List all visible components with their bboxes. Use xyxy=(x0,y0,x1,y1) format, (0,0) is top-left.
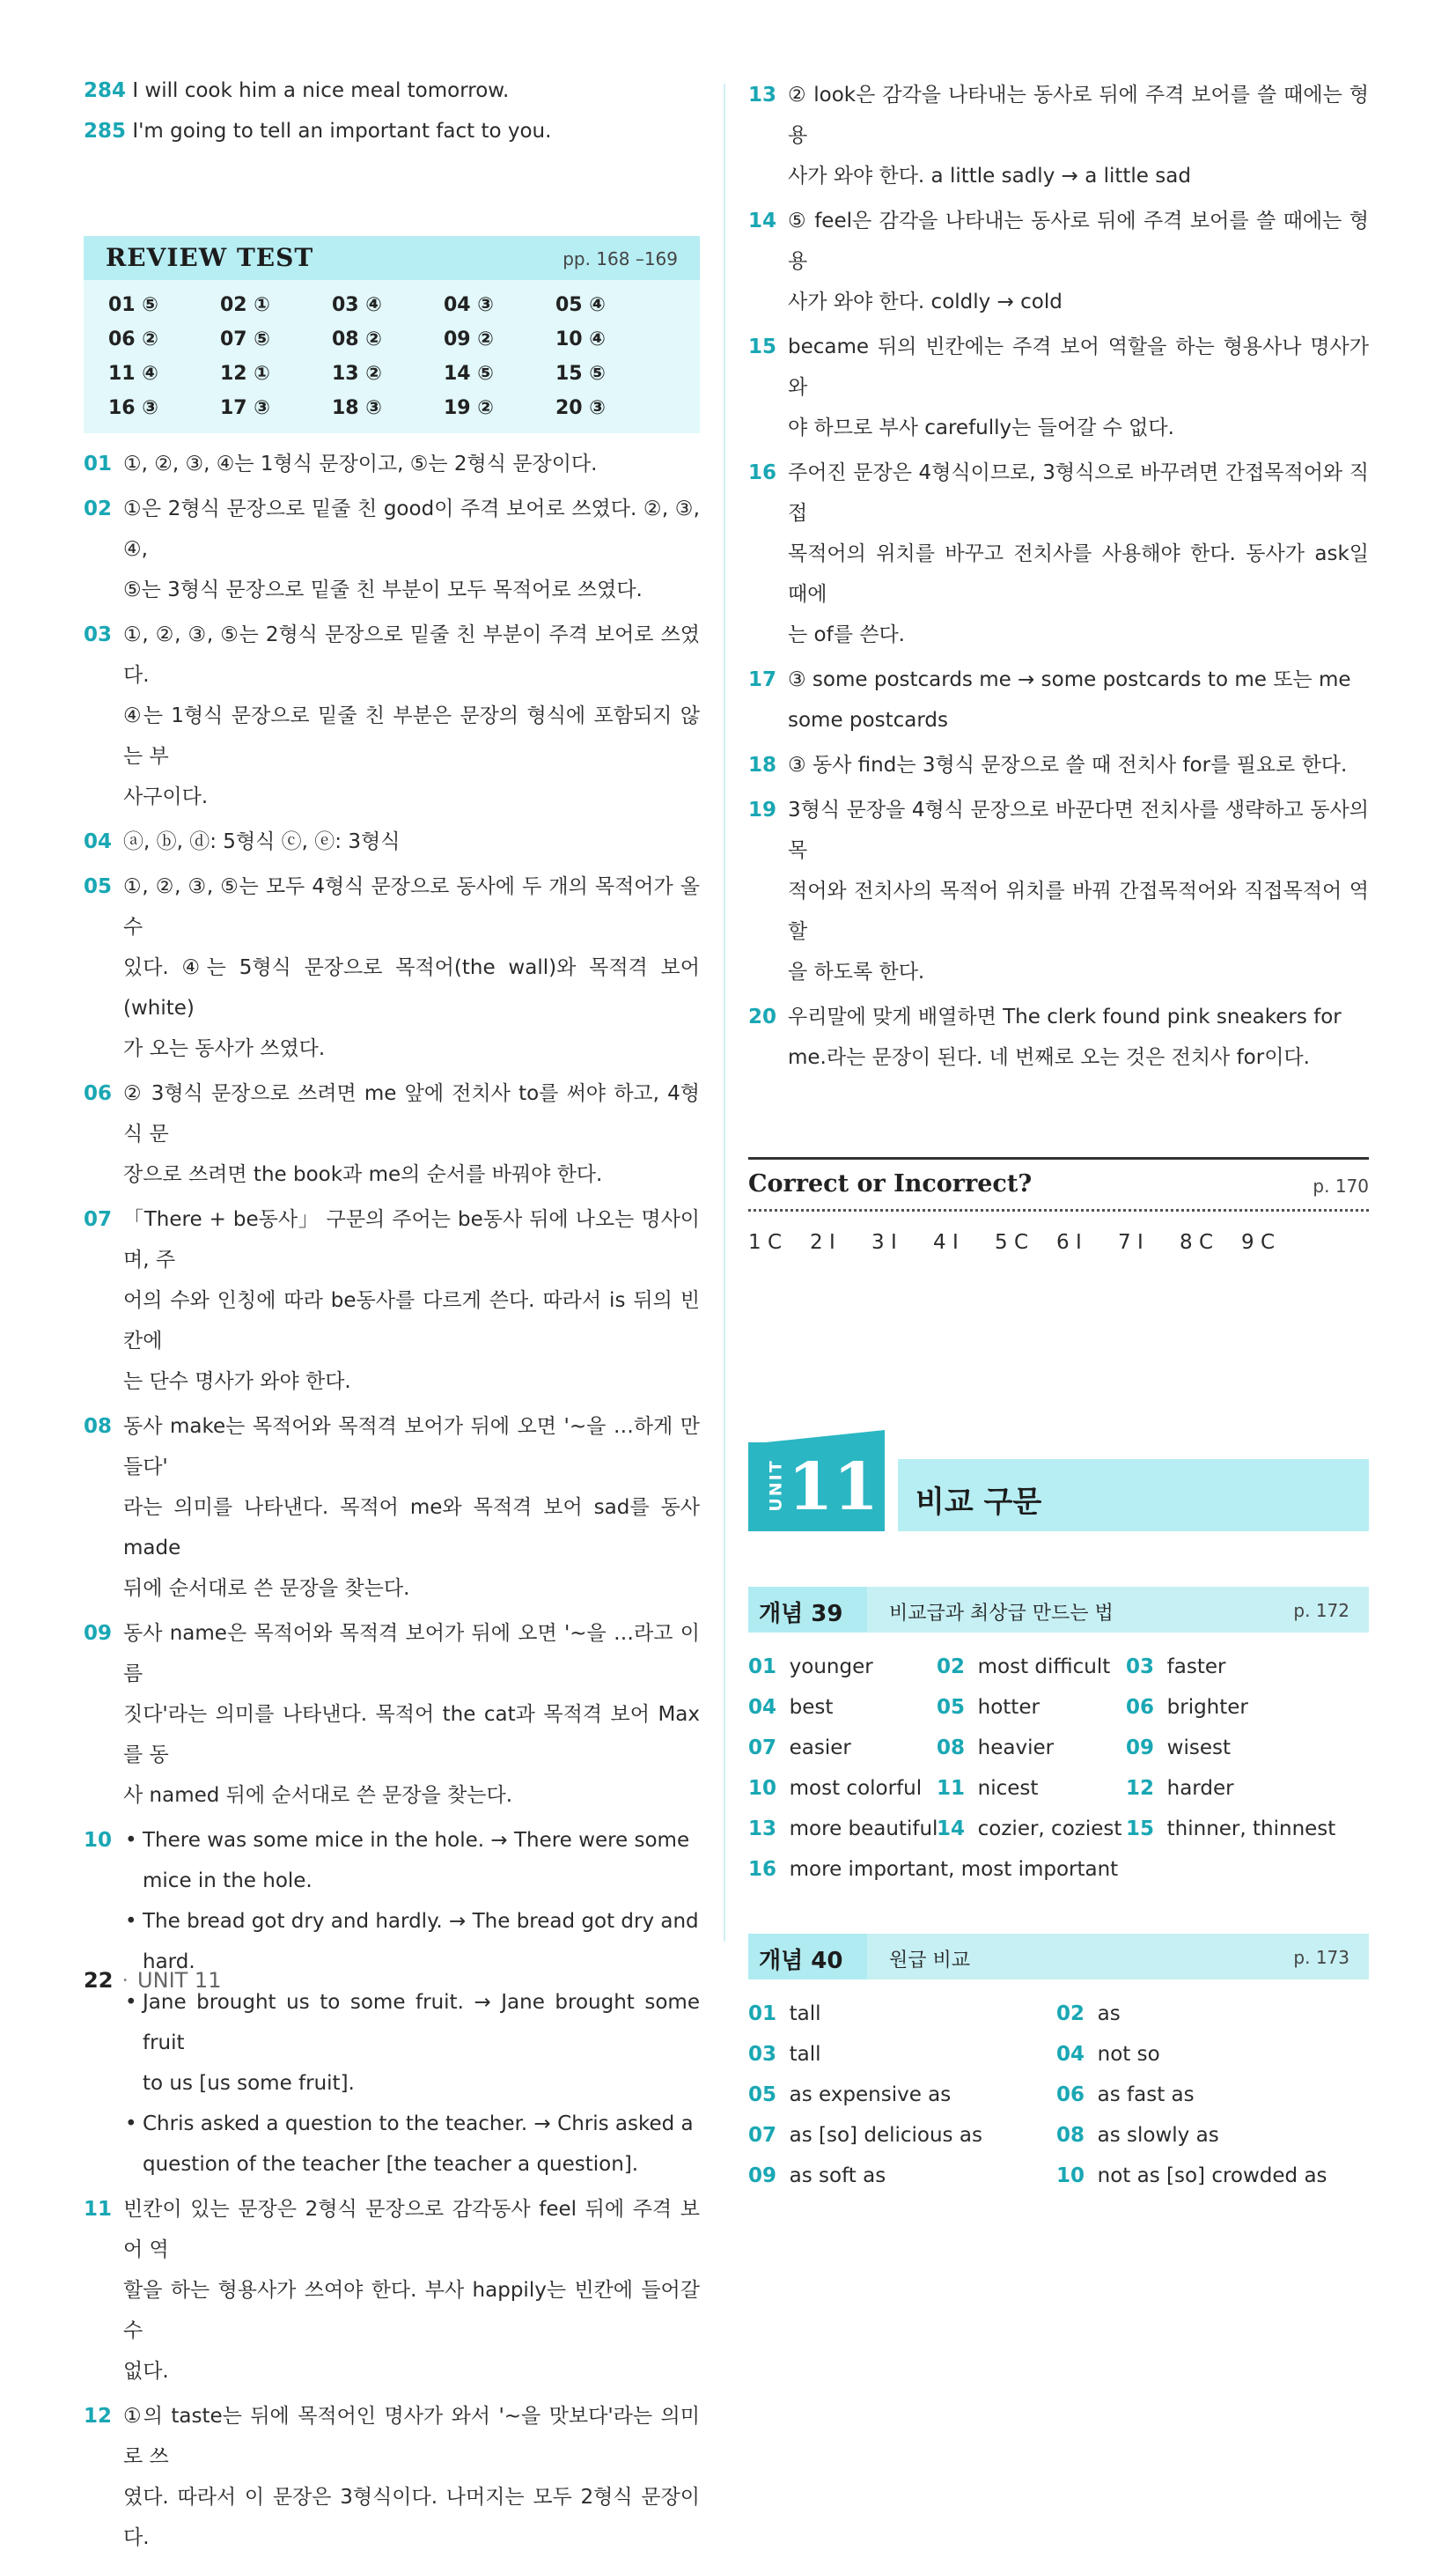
answer-text: most colorful xyxy=(789,1777,923,1800)
answer-item xyxy=(748,1647,937,1687)
explanation-line: 는 of를 쓴다. xyxy=(788,623,905,646)
sentence-line: 284 I will cook him a nice meal tomorrow. xyxy=(84,79,510,102)
explanation-item-17 xyxy=(748,660,1369,741)
review-answer: 10 ④ xyxy=(555,328,606,350)
explanation-line: ①은 2형식 문장으로 밑줄 친 good이 주격 보어로 쓰였다. ②, ③, ④, xyxy=(123,498,700,561)
answer-text: most difficult xyxy=(977,1655,1111,1678)
explanation-line: ③ some postcards me → some postcards to me 또는 me xyxy=(788,668,1351,691)
answer-text: nicest xyxy=(977,1777,1039,1800)
item-number: 04 xyxy=(1056,2043,1085,2066)
explanation-line: ①, ②, ③, ④는 1형식 문장이고, ⑤는 2형식 문장이다. xyxy=(123,453,598,475)
item-number: 03 xyxy=(1126,1655,1155,1678)
bullet-line: to us [us some fruit]. xyxy=(143,2072,355,2095)
explanation-item-12 xyxy=(84,2396,700,2558)
item-number: 09 xyxy=(1126,1736,1155,1759)
footer-separator: · xyxy=(121,1968,129,1993)
coi-answer: 7 I xyxy=(1118,1231,1143,1254)
explanation-line: 였다. 따라서 이 문장은 3형식이다. 나머지는 모두 2형식 문장이다. xyxy=(123,2486,700,2549)
item-number: 11 xyxy=(937,1777,966,1800)
unit-number: 11 xyxy=(788,1449,879,1525)
review-answer: 11 ④ xyxy=(108,363,158,385)
explanation-line: 사가 와야 한다. coldly → cold xyxy=(788,291,1063,313)
correct-incorrect-header xyxy=(748,1157,1369,1212)
explanations-list xyxy=(84,444,700,1816)
explanation-line: 을 하도록 한다. xyxy=(788,961,925,984)
explanation-line: 야 하므로 부사 carefully는 들어갈 수 없다. xyxy=(788,417,1174,439)
correct-incorrect-answers xyxy=(748,1231,1369,1254)
review-answer: 12 ① xyxy=(220,363,270,385)
answer-item xyxy=(748,1728,937,1768)
review-answer: 06 ② xyxy=(108,328,158,350)
answer-item xyxy=(937,1647,1126,1687)
review-answer: 02 ① xyxy=(220,294,270,316)
item-number: 03 xyxy=(84,623,113,646)
explanation-line: 동사 name은 목적어와 목적격 보어가 뒤에 오면 '~을 …라고 이름 xyxy=(123,1622,700,1685)
item-number: 15 xyxy=(1126,1817,1155,1840)
answer-item xyxy=(748,1687,937,1728)
review-answer: 13 ② xyxy=(332,363,382,385)
explanation-line: ② look은 감각을 나타내는 동사로 뒤에 주격 보어를 쓸 때에는 형용 xyxy=(788,84,1369,147)
review-answer: 09 ② xyxy=(444,328,494,350)
item-number: 10 xyxy=(1056,2164,1085,2187)
item-number: 19 xyxy=(748,799,777,822)
coi-answer: 9 C xyxy=(1241,1231,1276,1254)
explanation-line: 적어와 전치사의 목적어 위치를 바꿔 간접목적어와 직접목적어 역할 xyxy=(788,880,1369,943)
explanation-item-09 xyxy=(84,1613,700,1816)
answer-item xyxy=(937,1728,1126,1768)
explanation-item-07 xyxy=(84,1199,700,1402)
explanation-line: 3형식 문장을 4형식 문장으로 바꾼다면 전치사를 생략하고 동사의 목 xyxy=(788,799,1369,862)
answer-item xyxy=(1126,1809,1336,1849)
item-number: 03 xyxy=(748,2043,777,2066)
right-column xyxy=(748,70,1369,2196)
explanation-line: 어의 수와 인칭에 따라 be동사를 다르게 쓴다. 따라서 is 뒤의 빈칸에 xyxy=(123,1289,700,1353)
explanation-line: 사가 와야 한다. a little sadly → a little sad xyxy=(788,165,1191,188)
item-number: 14 xyxy=(748,210,777,232)
explanation-item-03 xyxy=(84,615,700,817)
item-number: 01 xyxy=(748,2002,777,2025)
explanation-item-04 xyxy=(84,822,700,862)
answer-item xyxy=(1126,1687,1320,1728)
explanation-line: 장으로 쓰려면 the book과 me의 순서를 바꿔야 한다. xyxy=(123,1163,603,1186)
item-number: 11 xyxy=(84,2198,113,2221)
answer-item xyxy=(748,2075,1056,2115)
explanation-line: 는 단수 명사가 와야 한다. xyxy=(123,1370,351,1393)
coi-answer: 2 I xyxy=(810,1231,835,1254)
item-number: 06 xyxy=(84,1082,113,1105)
item-number: 13 xyxy=(748,84,777,107)
item-number: 16 xyxy=(748,461,777,484)
answer-item xyxy=(937,1768,1126,1809)
bullet-line: question of the teacher [the teacher a question]. xyxy=(143,2153,639,2176)
explanation-item-13 xyxy=(748,75,1369,196)
answer-text: more beautiful xyxy=(789,1817,938,1840)
answer-item: 16 more important, most important xyxy=(748,1858,1119,1881)
review-answer: 20 ③ xyxy=(555,397,606,419)
explanation-line: ⑤는 3형식 문장으로 밑줄 친 부분이 모두 목적어로 쓰였다. xyxy=(123,579,643,601)
review-answer: 01 ⑤ xyxy=(108,294,158,316)
concept-39-page: p. 172 xyxy=(1293,1600,1349,1621)
explanation-line: 목적어의 위치를 바꾸고 전치사를 사용해야 한다. 동사가 ask일 때에 xyxy=(788,542,1369,606)
answer-item xyxy=(1126,1768,1320,1809)
answer-item xyxy=(1056,2156,1364,2196)
concept-39-label: 개념 39 xyxy=(748,1587,867,1633)
item-number: 08 xyxy=(84,1415,113,1438)
answer-text: as fast as xyxy=(1097,2083,1195,2106)
explanation-line: 뒤에 순서대로 쓴 문장을 찾는다. xyxy=(123,1577,410,1600)
correct-incorrect-title: Correct or Incorrect? xyxy=(748,1170,1033,1198)
coi-answer: 4 I xyxy=(933,1231,959,1254)
left-column xyxy=(84,70,700,2558)
explanation-line: 동사 make는 목적어와 목적격 보어가 뒤에 오면 '~을 …하게 만들다' xyxy=(123,1415,700,1478)
concept-39-answers xyxy=(748,1647,1369,1849)
explanations-list-2 xyxy=(84,2189,700,2558)
answer-text: as xyxy=(1097,2002,1121,2025)
answer-text: thinner, thinnest xyxy=(1166,1817,1336,1840)
coi-answer: 3 I xyxy=(871,1231,897,1254)
item-number: 05 xyxy=(84,875,113,898)
bullet-line: mice in the hole. xyxy=(143,1869,313,1892)
item-number: 07 xyxy=(748,1736,777,1759)
review-answer: 17 ③ xyxy=(220,397,270,419)
answer-text: younger xyxy=(789,1655,873,1678)
answer-item xyxy=(1056,2075,1364,2115)
item-number: 17 xyxy=(748,668,777,691)
answer-item xyxy=(1056,2034,1364,2075)
sentence-line: 285 I'm going to tell an important fact to you. xyxy=(84,120,552,143)
review-answer: 16 ③ xyxy=(108,397,158,419)
answer-item xyxy=(937,1809,1126,1849)
explanation-line: 사 named 뒤에 순서대로 쓴 문장을 찾는다. xyxy=(123,1784,513,1807)
answer-text: tall xyxy=(789,2043,821,2066)
review-answer: 05 ④ xyxy=(555,294,606,316)
explanation-item-10: 10 • There was some mice in the hole. → There were some mice in the hole. • The bread got dry and hardly. → The bread got dry and hard. • Jane brought us to some fruit. → Jane brought some fruit to us [us some fruit]. • Chris asked a question to the teacher. → Chris asked a question of the teacher [the teacher a question]. xyxy=(84,1820,700,2185)
item-number: 13 xyxy=(748,1817,777,1840)
answer-text: harder xyxy=(1166,1777,1234,1800)
answer-item xyxy=(1126,1647,1320,1687)
answer-item xyxy=(748,2156,1056,2196)
item-number: 01 xyxy=(84,453,113,475)
concept-40-answers xyxy=(748,1994,1369,2196)
answer-item xyxy=(748,1768,937,1809)
page-number: 22 xyxy=(84,1968,114,1993)
explanation-line: 빈칸이 있는 문장은 2형식 문장으로 감각동사 feel 뒤에 주격 보어 역 xyxy=(123,2198,700,2261)
coi-answer: 5 C xyxy=(995,1231,1029,1254)
answer-item xyxy=(1126,1728,1320,1768)
coi-answer: 8 C xyxy=(1180,1231,1214,1254)
explanation-line: 가 오는 동사가 쓰였다. xyxy=(123,1037,326,1060)
answer-text: heavier xyxy=(977,1736,1055,1759)
item-number: 04 xyxy=(84,830,113,853)
answer-text: easier xyxy=(789,1736,851,1759)
item-number: 02 xyxy=(1056,2002,1085,2025)
item-number: 09 xyxy=(748,2164,777,2187)
item-number: 18 xyxy=(748,754,777,777)
item-number: 01 xyxy=(748,1655,777,1678)
item-number: 15 xyxy=(748,335,777,358)
explanation-line: 짓다'라는 의미를 나타낸다. 목적어 the cat과 목적격 보어 Max를 동 xyxy=(123,1703,700,1766)
concept-40-page: p. 173 xyxy=(1293,1947,1349,1968)
item-number: 07 xyxy=(84,1208,113,1231)
answer-text: hotter xyxy=(977,1696,1040,1719)
explanation-item-05 xyxy=(84,866,700,1069)
item-number: 06 xyxy=(1126,1696,1155,1719)
review-test-pages: pp. 168 –169 xyxy=(563,248,678,269)
right-explanations-list xyxy=(748,75,1369,1078)
explanation-line: me.라는 문장이 된다. 네 번째로 오는 것은 전치사 for이다. xyxy=(788,1046,1310,1069)
explanation-item-18 xyxy=(748,745,1369,785)
answer-text: not so xyxy=(1097,2043,1160,2066)
explanation-line: ①, ②, ③, ⑤는 2형식 문장으로 밑줄 친 부분이 주격 보어로 쓰였다. xyxy=(123,623,700,687)
explanation-line: ⑤ feel은 감각을 나타내는 동사로 뒤에 주격 보어를 쓸 때에는 형용 xyxy=(788,210,1369,273)
item-number: 04 xyxy=(748,1696,777,1719)
item-number: 05 xyxy=(937,1696,966,1719)
answer-text: brighter xyxy=(1166,1696,1248,1719)
unit-word: UNIT xyxy=(766,1459,786,1512)
explanation-line: 사구이다. xyxy=(123,785,209,808)
item-number: 20 xyxy=(748,1006,777,1028)
concept-40-label: 개념 40 xyxy=(748,1934,867,1979)
answer-item xyxy=(937,1687,1126,1728)
review-test-title: REVIEW TEST xyxy=(106,243,314,272)
explanation-item-14 xyxy=(748,201,1369,322)
review-answer: 08 ② xyxy=(332,328,382,350)
bullet-line: • There was some mice in the hole. → There were some xyxy=(143,1829,690,1852)
explanation-line: 주어진 문장은 4형식이므로, 3형식으로 바꾸려면 간접목적어와 직접 xyxy=(788,461,1369,525)
item-number: 12 xyxy=(1126,1777,1155,1800)
explanation-item-01 xyxy=(84,444,700,484)
answer-item xyxy=(1056,1994,1364,2034)
explanation-line: became 뒤의 빈칸에는 주격 보어 역할을 하는 형용사나 명사가 와 xyxy=(788,335,1369,399)
answer-item xyxy=(748,2034,1056,2075)
answer-text: wisest xyxy=(1166,1736,1231,1759)
bullet-line: • The bread got dry and hardly. → The bread got dry and xyxy=(143,1910,699,1933)
explanation-item-16 xyxy=(748,453,1369,655)
explanation-line: 없다. xyxy=(123,2360,169,2383)
coi-answer: 6 I xyxy=(1056,1231,1082,1254)
answer-text: as slowly as xyxy=(1097,2124,1219,2147)
explanation-item-06 xyxy=(84,1073,700,1195)
bullet-item xyxy=(123,2104,700,2185)
answer-text: not as [so] crowded as xyxy=(1097,2164,1327,2187)
answer-item xyxy=(1056,2115,1364,2156)
item-number: 08 xyxy=(1056,2124,1085,2147)
answer-text: best xyxy=(789,1696,834,1719)
column-divider xyxy=(724,84,725,1942)
answer-text: as soft as xyxy=(789,2164,886,2187)
review-test-answers xyxy=(84,280,700,433)
concept-40-header xyxy=(748,1934,1369,1979)
explanation-line: ⓐ, ⓑ, ⓓ: 5형식 ⓒ, ⓔ: 3형식 xyxy=(123,830,401,853)
explanation-line: 「There + be동사」 구문의 주어는 be동사 뒤에 나오는 명사이며, 주 xyxy=(123,1208,700,1272)
item-number: 10 xyxy=(748,1777,777,1800)
correct-incorrect-page: p. 170 xyxy=(1313,1176,1369,1197)
review-answer: 03 ④ xyxy=(332,294,382,316)
answer-text: as [so] delicious as xyxy=(789,2124,982,2147)
explanation-item-02 xyxy=(84,489,700,610)
bullet-line: • Chris asked a question to the teacher. → Chris asked a xyxy=(143,2112,694,2135)
explanation-line: ② 3형식 문장으로 쓰려면 me 앞에 전치사 to를 써야 하고, 4형식 문 xyxy=(123,1082,700,1146)
review-answer: 19 ② xyxy=(444,397,494,419)
answer-text: cozier, coziest xyxy=(977,1817,1122,1840)
explanation-line: ①의 taste는 뒤에 목적어인 명사가 와서 '~을 맛보다'라는 의미로 쓰 xyxy=(123,2405,700,2468)
unit-badge xyxy=(748,1442,885,1531)
item-number: 08 xyxy=(937,1736,966,1759)
explanation-line: ①, ②, ③, ⑤는 모두 4형식 문장으로 동사에 두 개의 목적어가 올 수 xyxy=(123,875,700,939)
explanation-item-15 xyxy=(748,327,1369,448)
review-answer: 07 ⑤ xyxy=(220,328,270,350)
item-number: 02 xyxy=(84,498,113,520)
review-test-header xyxy=(84,236,700,280)
concept-40-title: 원급 비교 xyxy=(889,1950,971,1972)
item-number: 06 xyxy=(1056,2083,1085,2106)
explanation-line: 할을 하는 형용사가 쓰여야 한다. 부사 happily는 빈칸에 들어갈 수 xyxy=(123,2279,700,2342)
answer-text: faster xyxy=(1166,1655,1226,1678)
review-answer: 15 ⑤ xyxy=(555,363,606,385)
explanation-line: ④는 1형식 문장으로 밑줄 친 부분은 문장의 형식에 포함되지 않는 부 xyxy=(123,704,700,768)
answer-item xyxy=(748,2115,1056,2156)
bullet-line: • Jane brought us to some fruit. → Jane brought some fruit xyxy=(143,1991,700,2054)
item-number: 05 xyxy=(748,2083,777,2106)
review-test-box xyxy=(84,236,700,433)
answer-item xyxy=(748,1994,1056,2034)
unit-banner xyxy=(748,1430,1369,1534)
footer-unit: UNIT 11 xyxy=(137,1968,222,1993)
unit-title: 비교 구문 xyxy=(916,1485,1042,1520)
answer-text: tall xyxy=(789,2002,821,2025)
explanation-item-11 xyxy=(84,2189,700,2392)
bullet-line: hard. xyxy=(143,1950,195,1973)
item-number: 02 xyxy=(937,1655,966,1678)
page-footer xyxy=(84,1968,221,1993)
review-answer: 18 ③ xyxy=(332,397,382,419)
review-answer: 14 ⑤ xyxy=(444,363,494,385)
item-number: 12 xyxy=(84,2405,113,2428)
coi-answer: 1 C xyxy=(748,1231,783,1254)
explanation-item-20 xyxy=(748,997,1369,1078)
item-number: 07 xyxy=(748,2124,777,2147)
top-lines xyxy=(84,70,700,151)
explanation-item-19 xyxy=(748,790,1369,992)
concept-39-header xyxy=(748,1587,1369,1633)
explanation-item-08 xyxy=(84,1406,700,1609)
explanation-line: some postcards xyxy=(788,709,948,732)
review-answer: 04 ③ xyxy=(444,294,494,316)
item-number: 14 xyxy=(937,1817,966,1840)
explanation-line: 우리말에 맞게 배열하면 The clerk found pink sneakers for xyxy=(788,1006,1342,1028)
answer-text: as expensive as xyxy=(789,2083,952,2106)
answer-item xyxy=(748,1809,937,1849)
explanation-line: ③ 동사 find는 3형식 문장으로 쓸 때 전치사 for를 필요로 한다. xyxy=(788,754,1348,777)
explanation-line: 있다. ④는 5형식 문장으로 목적어(the wall)와 목적격 보어(white) xyxy=(123,956,700,1020)
bullet-item xyxy=(123,1820,700,1901)
item-number: 09 xyxy=(84,1622,113,1645)
explanation-line: 라는 의미를 나타낸다. 목적어 me와 목적격 보어 sad를 동사 made xyxy=(123,1496,700,1559)
bullet-item xyxy=(123,1982,700,2104)
concept-39-title: 비교급과 최상급 만드는 법 xyxy=(889,1603,1114,1625)
